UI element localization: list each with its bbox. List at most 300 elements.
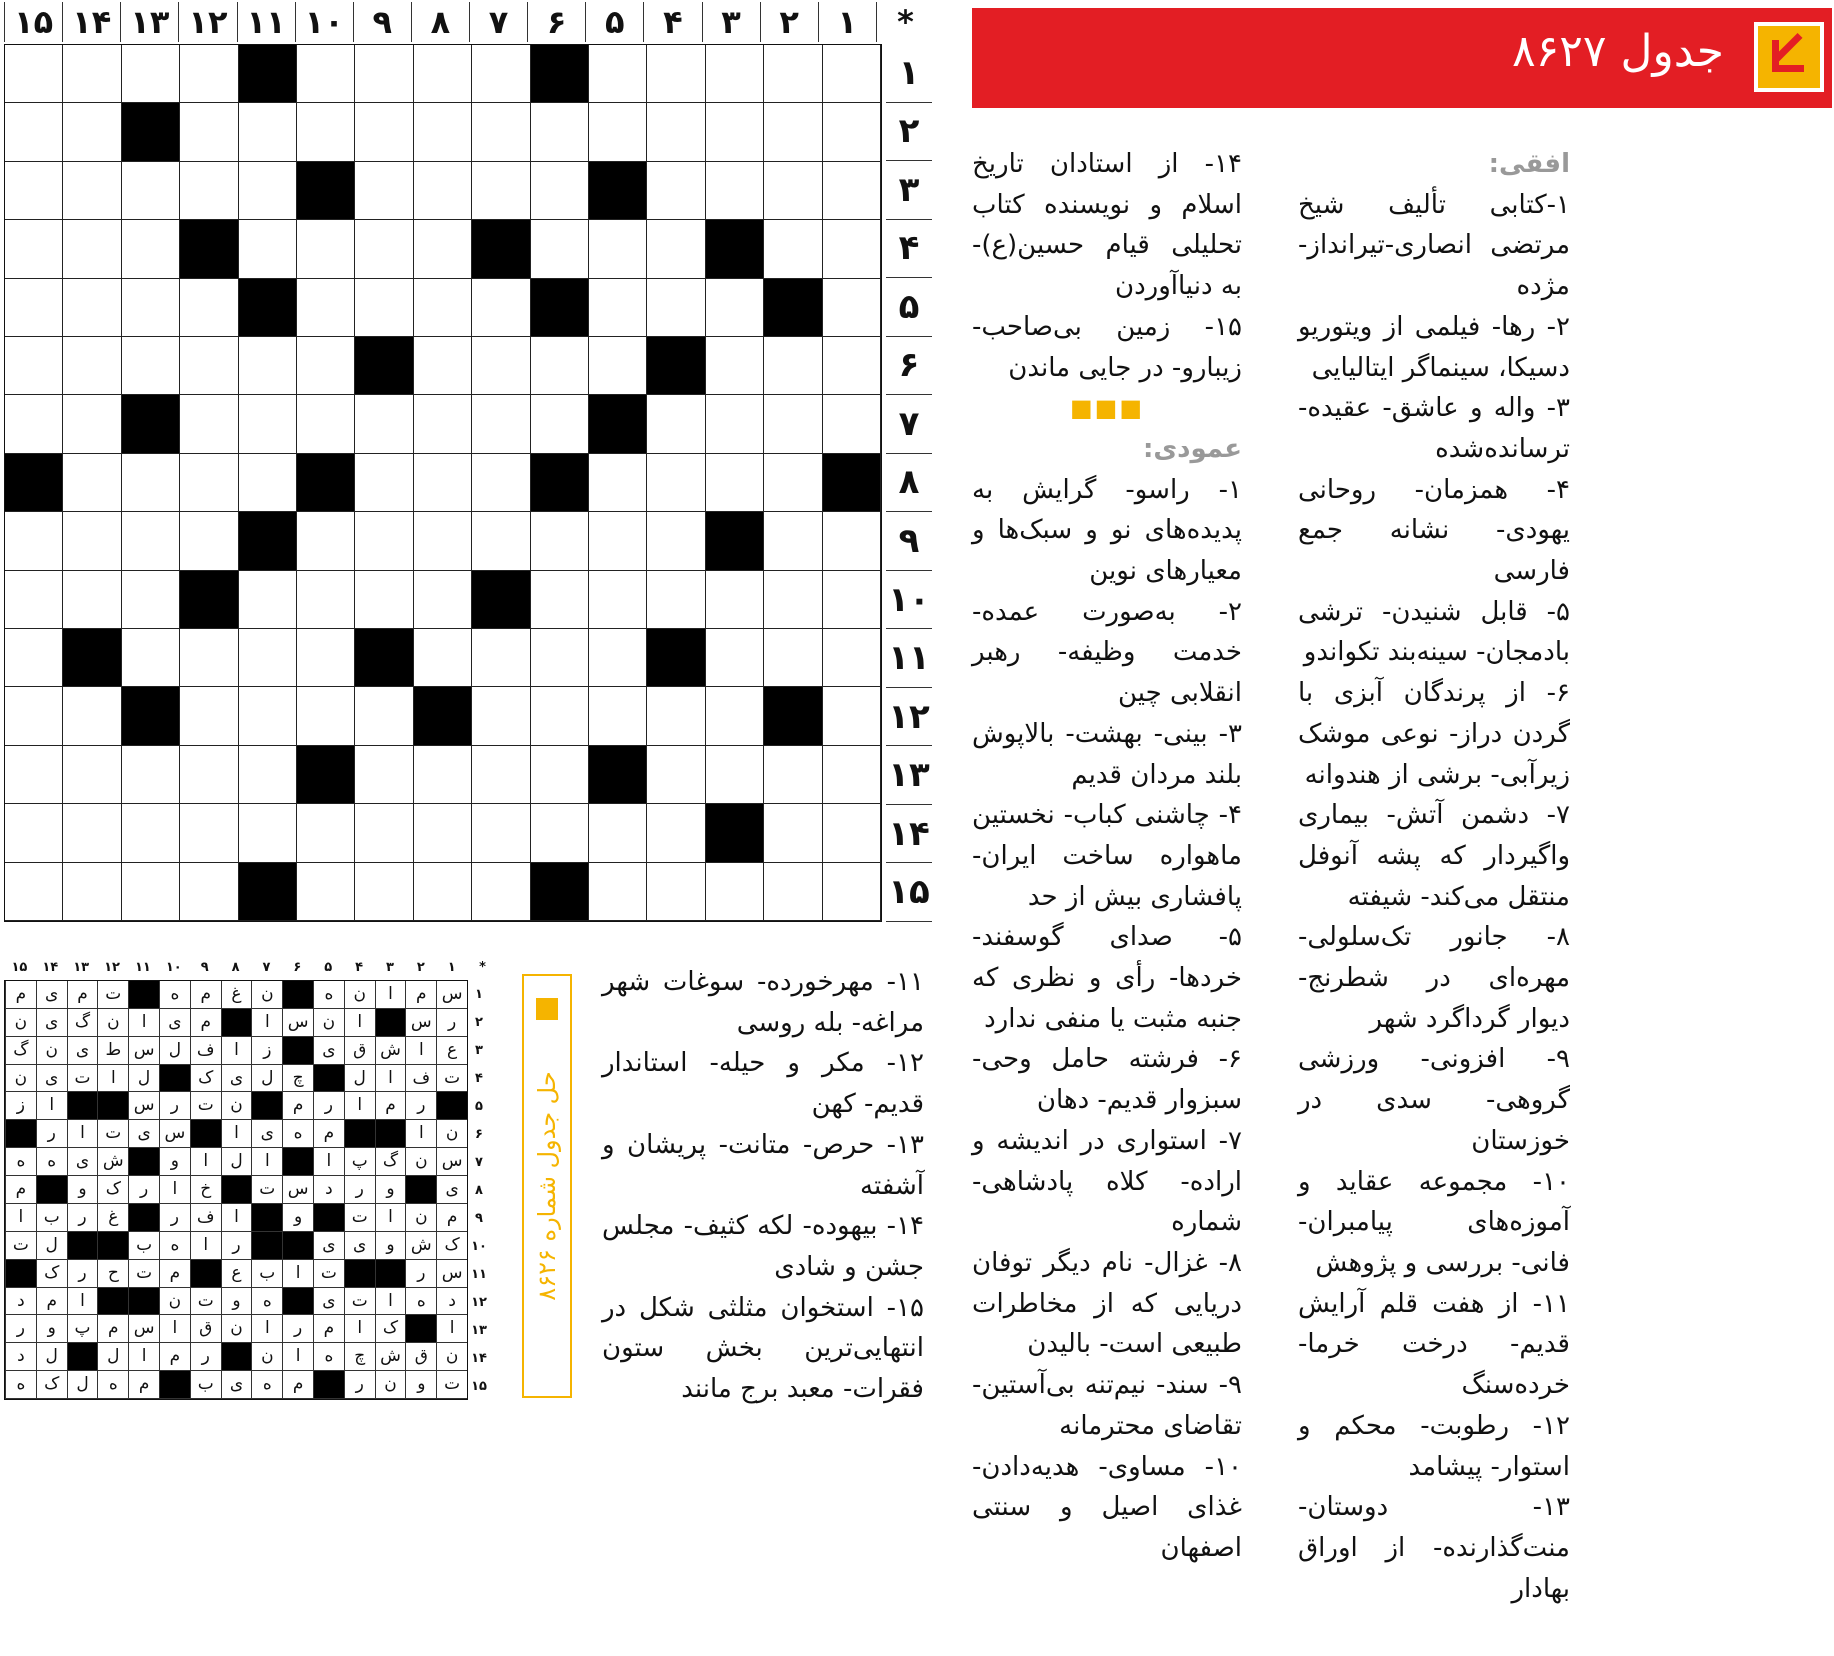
grid-cell[interactable]: [531, 103, 589, 161]
solution-letter: ت: [344, 1288, 375, 1316]
grid-cell[interactable]: [414, 45, 472, 103]
solution-letter: و: [159, 1148, 190, 1176]
grid-cell[interactable]: [589, 220, 647, 278]
solution-letter: ی: [36, 981, 67, 1009]
grid-cell[interactable]: [239, 395, 297, 453]
grid-cell[interactable]: [823, 395, 881, 453]
grid-cell[interactable]: [355, 863, 413, 921]
grid-cell[interactable]: [180, 337, 238, 395]
grid-cell[interactable]: [764, 512, 822, 570]
grid-column-numbers: [4, 2, 934, 42]
solution-letter: ا: [97, 1065, 128, 1093]
grid-cell[interactable]: [122, 162, 180, 220]
solution-letter: ی: [67, 1037, 98, 1065]
grid-cell[interactable]: [764, 804, 822, 862]
grid-cell[interactable]: [297, 687, 355, 745]
grid-cell[interactable]: [180, 395, 238, 453]
grid-cell[interactable]: [531, 804, 589, 862]
grid-cell[interactable]: [823, 863, 881, 921]
solution-black-square: [221, 1009, 252, 1037]
grid-cell[interactable]: [355, 746, 413, 804]
grid-cell[interactable]: [180, 863, 238, 921]
clue-item: ۱۵- زمین بی‌صاحب- زیبارو- در جایی ماندن: [972, 311, 1242, 383]
grid-cell[interactable]: [823, 337, 881, 395]
grid-cell[interactable]: [706, 337, 764, 395]
grid-cell[interactable]: [239, 103, 297, 161]
black-square: [531, 279, 589, 337]
grid-cell[interactable]: [63, 454, 121, 512]
grid-cell[interactable]: [239, 454, 297, 512]
solution-letter: ر: [436, 1009, 467, 1037]
solution-letter: س: [128, 1092, 159, 1120]
solution-black-square: [97, 1288, 128, 1316]
grid-cell[interactable]: [823, 162, 881, 220]
solution-letter: ا: [282, 1343, 313, 1371]
grid-cell[interactable]: [5, 746, 63, 804]
solution-letter: ر: [344, 1176, 375, 1204]
clue-item: ۷- دشمن آتش- بیماری واگیردار که پشه آنوفل منتقل می‌کند- شیفته: [1298, 800, 1570, 912]
solution-letter: م: [36, 1288, 67, 1316]
grid-cell[interactable]: [63, 45, 121, 103]
grid-cell[interactable]: [63, 746, 121, 804]
grid-cell[interactable]: [589, 103, 647, 161]
solution-row-number: ۱۵: [471, 1378, 487, 1394]
grid-cell[interactable]: [823, 279, 881, 337]
grid-cell[interactable]: [5, 162, 63, 220]
solution-letter: غ: [97, 1204, 128, 1232]
solution-column-number: ۳: [385, 960, 394, 975]
grid-cell[interactable]: [414, 629, 472, 687]
grid-cell[interactable]: [647, 220, 705, 278]
solution-letter: ا: [5, 1204, 36, 1232]
solution-letter: س: [128, 1315, 159, 1343]
solution-letter: ن: [344, 981, 375, 1009]
grid-cell[interactable]: [239, 571, 297, 629]
solution-letter: ا: [344, 1009, 375, 1037]
solution-letter: ک: [436, 1232, 467, 1260]
grid-cell[interactable]: [531, 629, 589, 687]
grid-cell[interactable]: [589, 571, 647, 629]
grid-cell[interactable]: [122, 454, 180, 512]
grid-cell[interactable]: [706, 395, 764, 453]
grid-cell[interactable]: [706, 746, 764, 804]
grid-cell[interactable]: [414, 337, 472, 395]
grid-cell[interactable]: [355, 512, 413, 570]
grid-cell[interactable]: [706, 454, 764, 512]
grid-cell[interactable]: [414, 512, 472, 570]
grid-cell[interactable]: [5, 863, 63, 921]
solution-letter: ح: [97, 1260, 128, 1288]
grid-cell[interactable]: [180, 746, 238, 804]
grid-cell[interactable]: [355, 103, 413, 161]
grid-cell[interactable]: [414, 863, 472, 921]
grid-cell[interactable]: [180, 279, 238, 337]
grid-cell[interactable]: [5, 279, 63, 337]
grid-cell[interactable]: [472, 395, 530, 453]
grid-cell[interactable]: [5, 629, 63, 687]
grid-cell[interactable]: [706, 162, 764, 220]
solution-letter: ق: [405, 1343, 436, 1371]
grid-cell[interactable]: [414, 571, 472, 629]
grid-cell[interactable]: [472, 45, 530, 103]
grid-cell[interactable]: [823, 512, 881, 570]
grid-cell[interactable]: [706, 629, 764, 687]
solution-letter: پ: [344, 1148, 375, 1176]
grid-cell[interactable]: [297, 512, 355, 570]
black-square: [706, 512, 764, 570]
solution-letter: ل: [97, 1343, 128, 1371]
grid-cell[interactable]: [823, 804, 881, 862]
grid-cell[interactable]: [122, 746, 180, 804]
grid-cell[interactable]: [823, 746, 881, 804]
solution-letter: م: [313, 1120, 344, 1148]
clue-item: ۵- صدای گوسفند- خردها- رأی و نظری که جنبه مثبت یا منفی ندارد: [972, 922, 1242, 1034]
solution-letter: ا: [251, 1148, 282, 1176]
grid-cell[interactable]: [355, 687, 413, 745]
grid-cell[interactable]: [355, 45, 413, 103]
solution-black-square: [5, 1260, 36, 1288]
grid-cell[interactable]: [647, 395, 705, 453]
grid-cell[interactable]: [180, 103, 238, 161]
grid-cell[interactable]: [63, 687, 121, 745]
solution-letter: ا: [128, 1009, 159, 1037]
grid-cell[interactable]: [63, 571, 121, 629]
grid-cell[interactable]: [589, 454, 647, 512]
grid-cell[interactable]: [472, 804, 530, 862]
grid-cell[interactable]: [5, 687, 63, 745]
grid-cell[interactable]: [63, 863, 121, 921]
grid-cell[interactable]: [5, 103, 63, 161]
grid-cell[interactable]: [472, 746, 530, 804]
grid-cell[interactable]: [472, 687, 530, 745]
grid-cell[interactable]: [63, 279, 121, 337]
clue-item: ۳- واله و عاشق- عقیده- ترسانده‌شده: [1298, 393, 1570, 464]
grid-cell[interactable]: [122, 571, 180, 629]
solution-row-number: ۵: [475, 1098, 483, 1114]
grid-cell[interactable]: [180, 454, 238, 512]
grid-cell[interactable]: [239, 162, 297, 220]
solution-letter: ی: [36, 1065, 67, 1093]
grid-cell[interactable]: [531, 571, 589, 629]
grid-cell[interactable]: [180, 45, 238, 103]
grid-cell[interactable]: [5, 804, 63, 862]
solution-black-square: [375, 1120, 406, 1148]
solution-letter: ه: [36, 1148, 67, 1176]
grid-cell[interactable]: [589, 512, 647, 570]
grid-cell[interactable]: [5, 571, 63, 629]
grid-cell[interactable]: [764, 863, 822, 921]
solution-letter: ا: [375, 1065, 406, 1093]
grid-cell[interactable]: [239, 629, 297, 687]
grid-cell[interactable]: [63, 162, 121, 220]
grid-cell[interactable]: [122, 279, 180, 337]
grid-cell[interactable]: [239, 804, 297, 862]
solution-letter: ن: [313, 1009, 344, 1037]
grid-cell[interactable]: [764, 45, 822, 103]
grid-cell[interactable]: [414, 103, 472, 161]
grid-column-number: ۱۳: [120, 2, 178, 42]
grid-cell[interactable]: [297, 337, 355, 395]
solution-black-square: [282, 1232, 313, 1260]
grid-cell[interactable]: [706, 687, 764, 745]
grid-cell[interactable]: [297, 103, 355, 161]
grid-cell[interactable]: [531, 512, 589, 570]
grid-cell[interactable]: [297, 571, 355, 629]
grid-cell[interactable]: [414, 395, 472, 453]
black-square: [823, 454, 881, 512]
solution-letter: ن: [251, 1343, 282, 1371]
grid-cell[interactable]: [472, 454, 530, 512]
section-separator: ■■■: [1069, 394, 1145, 423]
solution-row-number: ۶: [475, 1126, 483, 1142]
grid-column-number: ۱۵: [4, 2, 62, 42]
grid-cell[interactable]: [297, 863, 355, 921]
solution-black-square: [405, 1176, 436, 1204]
solution-row-number: ۴: [475, 1070, 483, 1086]
solution-letter: ق: [344, 1037, 375, 1065]
grid-cell[interactable]: [647, 454, 705, 512]
solution-letter: ر: [190, 1343, 221, 1371]
solution-letter: ا: [67, 1120, 98, 1148]
grid-cell[interactable]: [63, 512, 121, 570]
solution-grid: [4, 980, 468, 1400]
grid-cell[interactable]: [297, 629, 355, 687]
grid-cell[interactable]: [647, 45, 705, 103]
grid-cell[interactable]: [472, 629, 530, 687]
grid-cell[interactable]: [589, 629, 647, 687]
solution-letter: ر: [5, 1315, 36, 1343]
solution-black-square: [67, 1343, 98, 1371]
solution-black-square: [221, 1176, 252, 1204]
grid-cell[interactable]: [5, 45, 63, 103]
clue-item: ۱۲- مکر و حیله- استاندار قدیم- کهن: [602, 1048, 924, 1120]
grid-cell[interactable]: [706, 571, 764, 629]
clue-item: ۱- راسو- گرایش به پدیده‌های نو و سبک‌ها و معیارهای نوین: [972, 474, 1242, 587]
clue-item: ۶- از پرندگان آبزی با گردن دراز- نوعی موشک زیرآبی- برشی از هندوانه: [1298, 678, 1570, 790]
solution-letter: ه: [282, 1120, 313, 1148]
grid-cell[interactable]: [122, 337, 180, 395]
grid-cell[interactable]: [472, 337, 530, 395]
grid-column-number: ۲: [760, 2, 818, 42]
grid-cell[interactable]: [647, 804, 705, 862]
grid-cell[interactable]: [647, 162, 705, 220]
grid-cell[interactable]: [823, 103, 881, 161]
grid-cell[interactable]: [355, 804, 413, 862]
solution-black-square: [36, 1176, 67, 1204]
grid-cell[interactable]: [355, 395, 413, 453]
black-square: [122, 103, 180, 161]
grid-cell[interactable]: [239, 746, 297, 804]
grid-cell[interactable]: [63, 395, 121, 453]
grid-cell[interactable]: [180, 804, 238, 862]
grid-cell[interactable]: [647, 687, 705, 745]
solution-letter: و: [282, 1204, 313, 1232]
grid-cell[interactable]: [823, 571, 881, 629]
solution-letter: م: [5, 1176, 36, 1204]
grid-cell[interactable]: [764, 220, 822, 278]
solution-letter: ف: [190, 1037, 221, 1065]
grid-cell[interactable]: [531, 220, 589, 278]
grid-cell[interactable]: [823, 220, 881, 278]
solution-letter: س: [436, 1260, 467, 1288]
grid-cell[interactable]: [414, 279, 472, 337]
grid-cell[interactable]: [531, 337, 589, 395]
grid-cell[interactable]: [180, 629, 238, 687]
grid-cell[interactable]: [414, 804, 472, 862]
grid-cell[interactable]: [414, 162, 472, 220]
grid-cell[interactable]: [5, 337, 63, 395]
black-square: [706, 804, 764, 862]
solution-letter: ر: [67, 1204, 98, 1232]
grid-cell[interactable]: [297, 395, 355, 453]
grid-cell[interactable]: [589, 279, 647, 337]
solution-letter: ت: [436, 1371, 467, 1399]
grid-cell[interactable]: [647, 279, 705, 337]
grid-cell[interactable]: [764, 103, 822, 161]
grid-cell[interactable]: [355, 571, 413, 629]
solution-letter: ی: [313, 1232, 344, 1260]
black-square: [589, 162, 647, 220]
solution-letter: گ: [67, 1009, 98, 1037]
grid-cell[interactable]: [180, 512, 238, 570]
solution-letter: ا: [405, 1120, 436, 1148]
clue-item: ۴- چاشنی کباب- نخستین ماهواره ساخت ایران- پافشاری بیش از حد: [972, 800, 1242, 912]
grid-cell[interactable]: [531, 395, 589, 453]
solution-letter: د: [5, 1288, 36, 1316]
solution-black-square: [282, 1288, 313, 1316]
grid-cell[interactable]: [63, 103, 121, 161]
grid-cell[interactable]: [823, 629, 881, 687]
grid-cell[interactable]: [122, 220, 180, 278]
grid-cell[interactable]: [589, 337, 647, 395]
clue-item: ۲- به‌صورت عمده- خدمت وظیفه- رهبر انقلابی چین: [972, 596, 1242, 709]
down-clues-continued: [602, 962, 924, 1410]
grid-cell[interactable]: [5, 220, 63, 278]
solution-letter: ه: [405, 1288, 436, 1316]
solution-letter: س: [128, 1037, 159, 1065]
solution-black-square: [190, 1120, 221, 1148]
grid-cell[interactable]: [355, 454, 413, 512]
grid-cell[interactable]: [472, 162, 530, 220]
grid-cell[interactable]: [647, 512, 705, 570]
grid-cell[interactable]: [414, 454, 472, 512]
grid-cell[interactable]: [5, 395, 63, 453]
solution-row-number: ۱: [475, 986, 483, 1002]
black-square: [122, 395, 180, 453]
grid-cell[interactable]: [297, 804, 355, 862]
grid-cell[interactable]: [764, 746, 822, 804]
black-square: [764, 279, 822, 337]
grid-cell[interactable]: [122, 804, 180, 862]
grid-cell[interactable]: [63, 804, 121, 862]
grid-row-number: ۲: [886, 103, 932, 162]
grid-cell[interactable]: [647, 863, 705, 921]
solution-letter: ل: [128, 1065, 159, 1093]
grid-cell[interactable]: [647, 103, 705, 161]
grid-cell[interactable]: [239, 337, 297, 395]
grid-cell[interactable]: [122, 45, 180, 103]
grid-cell[interactable]: [589, 687, 647, 745]
grid-cell[interactable]: [706, 45, 764, 103]
grid-cell[interactable]: [764, 571, 822, 629]
solution-column-number: ۴: [355, 960, 364, 975]
grid-cell[interactable]: [472, 863, 530, 921]
solution-column-number: ۱۴: [42, 960, 59, 975]
grid-cell[interactable]: [297, 220, 355, 278]
grid-cell[interactable]: [355, 220, 413, 278]
grid-cell[interactable]: [472, 103, 530, 161]
grid-cell[interactable]: [297, 45, 355, 103]
grid-cell[interactable]: [823, 45, 881, 103]
solution-letter: ا: [405, 1037, 436, 1065]
grid-cell[interactable]: [531, 746, 589, 804]
grid-cell[interactable]: [180, 162, 238, 220]
grid-cell[interactable]: [5, 512, 63, 570]
grid-cell[interactable]: [414, 746, 472, 804]
grid-cell[interactable]: [122, 629, 180, 687]
black-square: [122, 687, 180, 745]
grid-cell[interactable]: [63, 337, 121, 395]
grid-cell[interactable]: [647, 746, 705, 804]
grid-cell[interactable]: [472, 279, 530, 337]
grid-cell[interactable]: [706, 863, 764, 921]
grid-cell[interactable]: [180, 687, 238, 745]
solution-letter: گ: [5, 1037, 36, 1065]
grid-cell[interactable]: [297, 279, 355, 337]
crossword-grid: [4, 44, 882, 922]
grid-column-number: ۱۰: [295, 2, 353, 42]
grid-cell[interactable]: [706, 103, 764, 161]
grid-cell[interactable]: [531, 687, 589, 745]
grid-cell[interactable]: [647, 571, 705, 629]
grid-cell[interactable]: [706, 279, 764, 337]
solution-column-numbers: [4, 960, 498, 978]
solution-black-square: [159, 1065, 190, 1093]
grid-cell[interactable]: [764, 454, 822, 512]
black-square: [355, 337, 413, 395]
grid-cell[interactable]: [589, 863, 647, 921]
clue-item: ۸- جانور تک‌سلولی- مهره‌ای در شطرنج- دیوار گرداگرد شهر: [1298, 922, 1570, 1034]
grid-cell[interactable]: [823, 687, 881, 745]
black-square: [355, 629, 413, 687]
solution-letter: ن: [159, 1288, 190, 1316]
solution-black-square: [251, 1204, 282, 1232]
solution-letter: ل: [36, 1232, 67, 1260]
solution-letter: ه: [313, 1343, 344, 1371]
grid-cell[interactable]: [764, 337, 822, 395]
grid-cell[interactable]: [764, 629, 822, 687]
clue-item: ۹- افزونی- ورزشی گروهی- سدی در خوزستان: [1298, 1044, 1570, 1156]
grid-cell[interactable]: [355, 162, 413, 220]
grid-cell[interactable]: [764, 162, 822, 220]
grid-cell[interactable]: [355, 279, 413, 337]
solution-letter: ن: [436, 1120, 467, 1148]
grid-cell[interactable]: [472, 512, 530, 570]
solution-black-square: [282, 981, 313, 1009]
grid-cell[interactable]: [122, 512, 180, 570]
grid-cell[interactable]: [63, 220, 121, 278]
grid-cell[interactable]: [414, 220, 472, 278]
grid-cell[interactable]: [239, 220, 297, 278]
grid-cell[interactable]: [122, 863, 180, 921]
solution-column-number: ۱۳: [73, 960, 90, 975]
grid-cell[interactable]: [589, 804, 647, 862]
grid-cell[interactable]: [589, 45, 647, 103]
grid-cell[interactable]: [239, 687, 297, 745]
grid-cell[interactable]: [531, 162, 589, 220]
grid-cell[interactable]: [764, 395, 822, 453]
solution-letter: م: [128, 1371, 159, 1399]
